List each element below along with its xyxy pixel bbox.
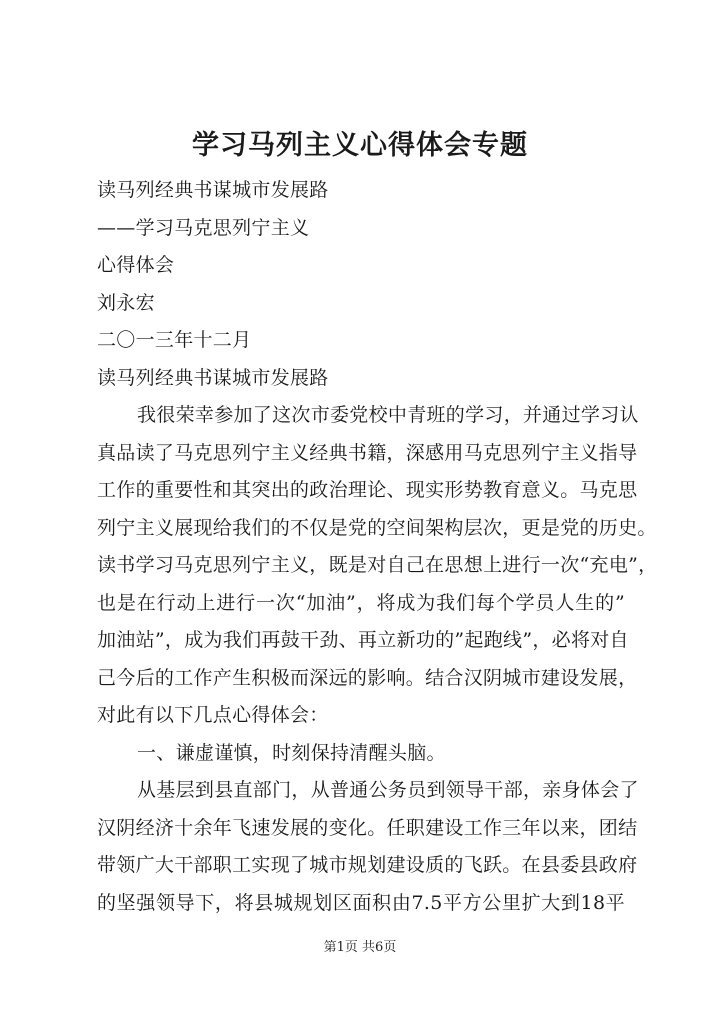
- paragraph-line: 己今后的工作产生积极而深远的影响。结合汉阴城市建设发展，: [97, 666, 638, 689]
- subtitle-line: 心得体会: [97, 254, 175, 276]
- paragraph-line: 从基层到县直部门，从普通公务员到领导干部，亲身体会了: [137, 779, 639, 801]
- paragraph-line: 汉阴经济十余年飞速发展的变化。任职建设工作三年以来，团结: [97, 816, 638, 839]
- paragraph-line: 的坚强领导下，将县城规划区面积由7.5平方公里扩大到18平: [97, 891, 625, 914]
- point-heading: 一、谦虚谨慎，时刻保持清醒头脑。: [137, 741, 446, 764]
- paragraph-line: 对此有以下几点心得体会：: [97, 704, 329, 726]
- paragraph-line: 带领广大干部职工实现了城市规划建设质的飞跃。在县委县政府: [97, 854, 638, 876]
- paragraph-line: 也是在行动上进行一次“加油”，将成为我们每个学员人生的”: [97, 591, 625, 614]
- document-title: 学习马列主义心得体会专题: [192, 130, 528, 161]
- paragraph-line: 工作的重要性和其突出的政治理论、现实形势教育意义。马克思: [97, 479, 638, 501]
- paragraph-line: 我很荣幸参加了这次市委党校中青班的学习，并通过学习认: [137, 404, 639, 426]
- subtitle-line: 读马列经典书谋城市发展路: [97, 179, 329, 201]
- page-number-footer: 第1页 共6页: [323, 940, 397, 955]
- paragraph-line: 读书学习马克思列宁主义，既是对自己在思想上进行一次“充电”，: [97, 554, 658, 576]
- paragraph-line: 列宁主义展现给我们的不仅是党的空间架构层次，更是党的历史。: [97, 516, 657, 539]
- document-body: [97, 172, 658, 922]
- paragraph-line: 加油站”，成为我们再鼓干劲、再立新功的”起跑线”，必将对自: [97, 629, 629, 651]
- paragraph-line: 真品读了马克思列宁主义经典书籍，深感用马克思列宁主义指导: [97, 441, 638, 464]
- author-line: 刘永宏: [97, 291, 155, 314]
- subtitle-line: ——学习马克思列宁主义: [97, 216, 310, 239]
- date-line: 二〇一三年十二月: [97, 329, 252, 351]
- section-heading: 读马列经典书谋城市发展路: [97, 366, 329, 389]
